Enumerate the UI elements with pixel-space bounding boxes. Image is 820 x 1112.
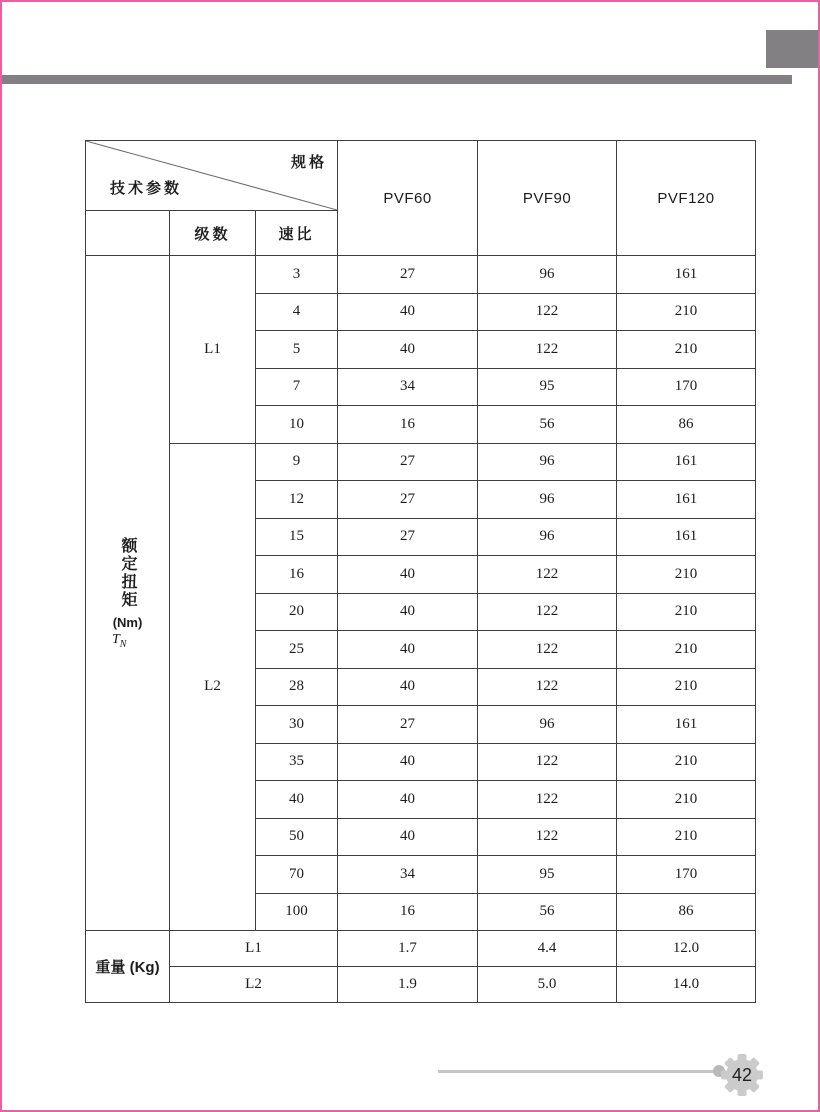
value-cell: 16 <box>338 406 478 444</box>
torque-unit: (Nm) <box>112 614 143 630</box>
column-header-pvf120: PVF120 <box>617 141 756 256</box>
ratio-cell: 40 <box>256 781 338 819</box>
value-cell: 122 <box>478 331 617 369</box>
value-cell: 40 <box>338 818 478 856</box>
table-row <box>86 256 756 294</box>
value-cell: 96 <box>478 706 617 744</box>
value-cell: 95 <box>478 856 617 894</box>
ratio-cell: 70 <box>256 856 338 894</box>
value-cell: 122 <box>478 743 617 781</box>
spec-table <box>85 140 756 1003</box>
ratio-cell: 15 <box>256 518 338 556</box>
ratio-cell: 100 <box>256 893 338 931</box>
tech-params-label: 技术参数 <box>110 180 183 197</box>
value-cell: 40 <box>338 631 478 669</box>
header-corner-block <box>766 30 818 68</box>
value-cell: 122 <box>478 556 617 594</box>
torque-symbol: $T_N$ <box>112 631 127 650</box>
column-header-pvf90: PVF90 <box>478 141 617 256</box>
value-cell: 210 <box>617 293 756 331</box>
ratio-cell: 3 <box>256 256 338 294</box>
value-cell: 5.0 <box>478 967 617 1003</box>
value-cell: 96 <box>478 256 617 294</box>
ratio-cell: 10 <box>256 406 338 444</box>
value-cell: 210 <box>617 781 756 819</box>
value-cell: 40 <box>338 668 478 706</box>
group-cell: L1 <box>170 931 338 967</box>
column-header-pvf60: PVF60 <box>338 141 478 256</box>
value-cell: 12.0 <box>617 931 756 967</box>
weight-row-label: 重量 (Kg) <box>86 931 170 1003</box>
value-cell: 161 <box>617 481 756 519</box>
value-cell: 210 <box>617 331 756 369</box>
value-cell: 210 <box>617 593 756 631</box>
page-number: 42 <box>731 1064 753 1085</box>
value-cell: 27 <box>338 706 478 744</box>
value-cell: 96 <box>478 518 617 556</box>
weight-row <box>86 931 756 967</box>
value-cell: 34 <box>338 856 478 894</box>
group-label-l1: L1 <box>170 256 256 444</box>
diagonal-header-cell <box>86 141 338 211</box>
value-cell: 40 <box>338 556 478 594</box>
value-cell: 210 <box>617 668 756 706</box>
ratio-cell: 35 <box>256 743 338 781</box>
ratio-cell: 9 <box>256 443 338 481</box>
value-cell: 27 <box>338 443 478 481</box>
torque-title: 额定扭矩 <box>119 536 136 609</box>
value-cell: 27 <box>338 481 478 519</box>
value-cell: 96 <box>478 481 617 519</box>
group-label-l2: L2 <box>170 443 256 931</box>
value-cell: 161 <box>617 518 756 556</box>
spec-label: 规格 <box>291 154 328 171</box>
value-cell: 122 <box>478 631 617 669</box>
value-cell: 56 <box>478 893 617 931</box>
table-row <box>86 443 756 481</box>
value-cell: 161 <box>617 706 756 744</box>
ratio-cell: 16 <box>256 556 338 594</box>
value-cell: 27 <box>338 256 478 294</box>
value-cell: 170 <box>617 368 756 406</box>
value-cell: 40 <box>338 781 478 819</box>
empty-header-cell <box>86 211 170 256</box>
gear-icon <box>719 1052 765 1098</box>
ratio-cell: 4 <box>256 293 338 331</box>
value-cell: 4.4 <box>478 931 617 967</box>
value-cell: 40 <box>338 593 478 631</box>
value-cell: 56 <box>478 406 617 444</box>
value-cell: 122 <box>478 781 617 819</box>
header-bar <box>2 75 792 84</box>
value-cell: 210 <box>617 631 756 669</box>
value-cell: 122 <box>478 293 617 331</box>
value-cell: 122 <box>478 593 617 631</box>
value-cell: 210 <box>617 818 756 856</box>
value-cell: 1.9 <box>338 967 478 1003</box>
ratio-cell: 20 <box>256 593 338 631</box>
value-cell: 161 <box>617 443 756 481</box>
value-cell: 210 <box>617 743 756 781</box>
spec-table-body <box>86 141 756 1003</box>
value-cell: 14.0 <box>617 967 756 1003</box>
value-cell: 122 <box>478 818 617 856</box>
value-cell: 122 <box>478 668 617 706</box>
torque-row-label <box>86 256 170 931</box>
group-cell: L2 <box>170 967 338 1003</box>
value-cell: 40 <box>338 743 478 781</box>
ratio-cell: 12 <box>256 481 338 519</box>
value-cell: 95 <box>478 368 617 406</box>
value-cell: 210 <box>617 556 756 594</box>
value-cell: 1.7 <box>338 931 478 967</box>
table-header-row <box>86 141 756 211</box>
value-cell: 161 <box>617 256 756 294</box>
weight-row <box>86 967 756 1003</box>
ratio-cell: 50 <box>256 818 338 856</box>
value-cell: 96 <box>478 443 617 481</box>
ratio-cell: 30 <box>256 706 338 744</box>
stages-header: 级数 <box>170 211 256 256</box>
ratio-cell: 7 <box>256 368 338 406</box>
footer-rule <box>438 1070 720 1073</box>
ratio-cell: 5 <box>256 331 338 369</box>
value-cell: 40 <box>338 331 478 369</box>
value-cell: 40 <box>338 293 478 331</box>
value-cell: 86 <box>617 406 756 444</box>
ratio-cell: 25 <box>256 631 338 669</box>
value-cell: 86 <box>617 893 756 931</box>
value-cell: 34 <box>338 368 478 406</box>
ratio-header: 速比 <box>256 211 338 256</box>
ratio-cell: 28 <box>256 668 338 706</box>
value-cell: 27 <box>338 518 478 556</box>
value-cell: 16 <box>338 893 478 931</box>
value-cell: 170 <box>617 856 756 894</box>
